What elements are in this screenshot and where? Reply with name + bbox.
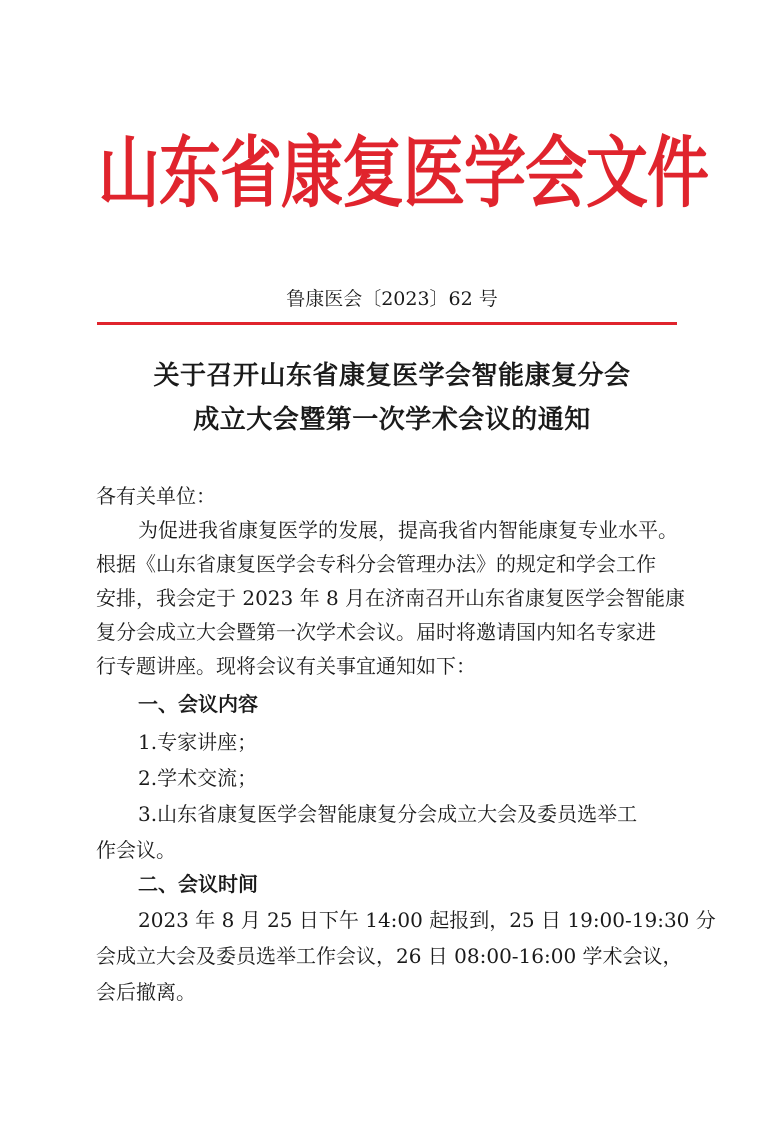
intro-line-4: 复分会成立大会暨第一次学术会议。届时将邀请国内知名专家进 <box>96 620 656 644</box>
section-2-line-3: 会后撤离。 <box>96 980 196 1004</box>
notice-title-line-1: 关于召开山东省康复医学会智能康复分会 <box>153 361 631 391</box>
red-divider-line <box>97 322 677 325</box>
document-number: 鲁康医会〔2023〕62 号 <box>286 288 498 310</box>
notice-title-line-2: 成立大会暨第一次学术会议的通知 <box>193 405 591 435</box>
section-2-line-2: 会成立大会及委员选举工作会议，26 日 08:00-16:00 学术会议， <box>96 944 683 968</box>
section-1-item-3: 3.山东省康复医学会智能康复分会成立大会及委员选举工 <box>138 802 638 826</box>
intro-line-2: 根据《山东省康复医学会专科分会管理办法》的规定和学会工作 <box>96 552 656 576</box>
section-1-item-3-cont: 作会议。 <box>96 838 176 862</box>
salutation: 各有关单位： <box>96 484 216 508</box>
intro-line-1: 为促进我省康复医学的发展，提高我省内智能康复专业水平。 <box>138 518 678 542</box>
intro-line-3: 安排，我会定于 2023 年 8 月在济南召开山东省康复医学会智能康 <box>96 586 686 610</box>
section-2-heading: 二、会议时间 <box>138 872 258 896</box>
section-1-heading: 一、会议内容 <box>138 692 258 716</box>
section-1-item-2: 2.学术交流； <box>138 766 258 790</box>
masthead-title: 山东省康复医学会文件 <box>98 126 709 218</box>
section-2-line-1: 2023 年 8 月 25 日下午 14:00 起报到，25 日 19:00-19:30 分 <box>138 908 716 932</box>
intro-line-5: 行专题讲座。现将会议有关事宜通知如下： <box>96 654 476 678</box>
section-1-item-1: 1.专家讲座； <box>138 730 258 754</box>
